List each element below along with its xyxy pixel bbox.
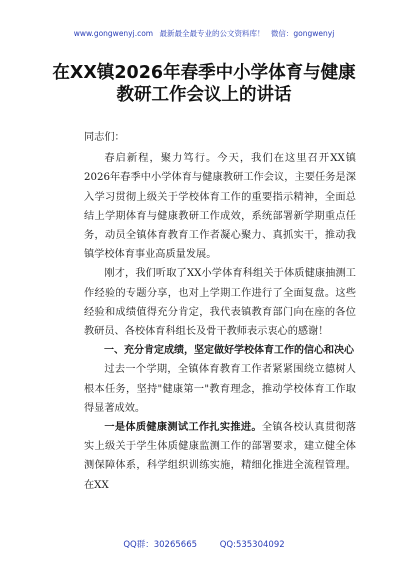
point-one-heading: 体质健康测试工作扎实推进。	[125, 422, 262, 434]
paragraph-opening: 春启新程，聚力笃行。今天，我们在这里召开XX镇2026年春季中小学体育与健康教研工作会议，主要任务是深入学习贯彻上级关于学校体育工作的重要指示精神，全面总结上学期体育与健康教研工作成效，系统部署新学期重点任务，动员全镇体育教育工作者凝心聚力、真抓实干，推动我镇学校体育事业高质量发展。	[84, 153, 356, 261]
point-one-lead: 一是	[104, 422, 126, 434]
document-body	[84, 128, 356, 495]
section-heading-1: 一、充分肯定成绩，坚定做好学校体育工作的信心和决心	[104, 345, 354, 357]
paragraph-point-one	[84, 418, 356, 495]
document-title	[0, 62, 408, 106]
page-footer	[0, 538, 408, 550]
header-site-link[interactable]: www.gongwenyj.com	[73, 29, 154, 38]
header-wechat: 微信：gongwenyj	[270, 29, 335, 38]
salutation: 同志们：	[84, 132, 125, 143]
footer-qq[interactable]: QQ:535304092	[219, 540, 285, 550]
title-line-1: 在XX镇2026年春季中小学体育与健康	[52, 63, 356, 83]
page-header	[0, 28, 408, 39]
title-line-2: 教研工作会议上的讲话	[116, 85, 292, 105]
paragraph-review: 刚才，我们听取了XX小学体育科组关于体质健康抽测工作经验的专题分享，也对上学期工作进行了全面复盘。这些经验和成绩值得充分肯定，我代表镇教育部门向在座的各位教研员、各校体育科组长及骨干教师表示衷心的感谢！	[84, 268, 356, 338]
point-one-text: 全镇各校认真贯彻落实上级关于学生体质健康监测工作的部署要求，建立健全体测保障体系，科学组织训练实施，精细化推进全流程管理。在XX	[84, 422, 357, 491]
paragraph-achievements: 过去一个学期，全镇体育教育工作者紧紧围绕立德树人根本任务，坚持"健康第一"教育理念，推动学校体育工作取得显著成效。	[84, 364, 356, 414]
header-slogan: 最新最全最专业的公文资料库！	[159, 29, 265, 38]
footer-qq-group[interactable]: QQ群：30265665	[123, 540, 198, 550]
